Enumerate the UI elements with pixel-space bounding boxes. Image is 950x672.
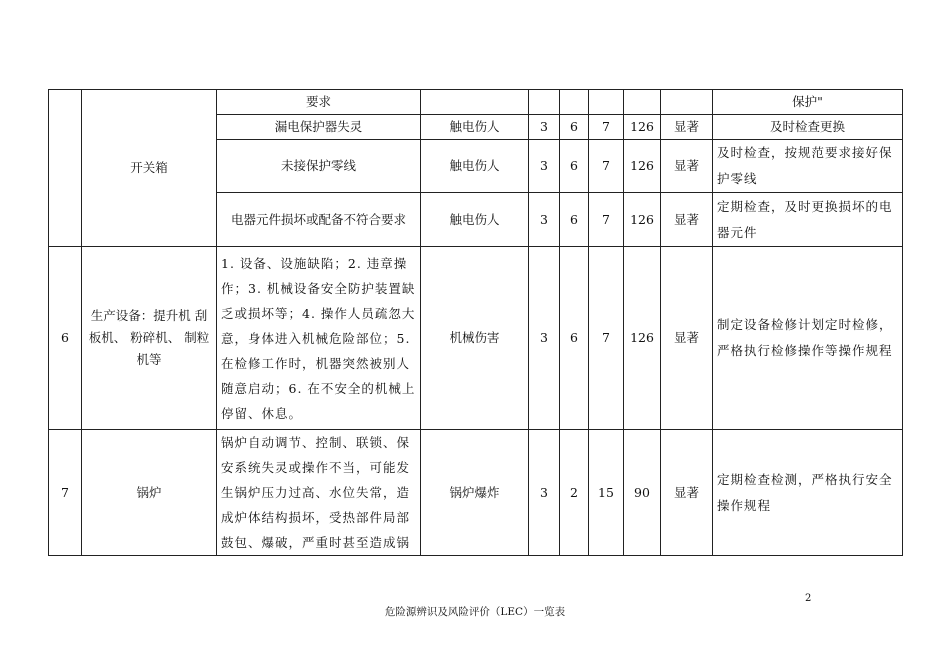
hazard-cell: 未接保护零线 <box>217 140 421 193</box>
measure-cell: 保护" <box>713 90 903 115</box>
table-row <box>49 247 903 430</box>
d-cell: 126 <box>624 115 661 140</box>
d-cell: 126 <box>624 247 661 430</box>
level-cell: 显著 <box>661 140 713 193</box>
level-cell: 显著 <box>661 430 713 556</box>
c-cell: 7 <box>589 193 624 247</box>
area-cell: 开关箱 <box>82 90 217 247</box>
d-cell: 126 <box>624 193 661 247</box>
measure-cell: 及时检查更换 <box>713 115 903 140</box>
level-cell: 显著 <box>661 193 713 247</box>
hazard-cell: 1. 设备、设施缺陷；2. 违章操作；3. 机械设备安全防护装置缺乏或损坏等；4. 操作人员疏忽大意，身体进入机械危险部位；5. 在检修工作时，机器突然被别人随意启动；6. 在不安全的机械上停留、休息。 <box>217 247 421 430</box>
c-cell: 15 <box>589 430 624 556</box>
hazard-cell: 漏电保护器失灵 <box>217 115 421 140</box>
table-row <box>49 430 903 556</box>
l-cell: 3 <box>529 247 560 430</box>
c-cell: 7 <box>589 140 624 193</box>
area-cell: 生产设备：提升机 刮板机、 粉碎机、 制粒机等 <box>82 247 217 430</box>
area-cell: 锅炉 <box>82 430 217 556</box>
e-cell: 6 <box>560 140 589 193</box>
table-row <box>49 90 903 115</box>
d-cell <box>624 90 661 115</box>
consequence-cell: 锅炉爆炸 <box>421 430 529 556</box>
footer-title: 危险源辨识及风险评价（LEC）一览表 <box>384 606 566 618</box>
measure-cell: 定期检查检测，严格执行安全操作规程 <box>713 430 903 556</box>
level-cell: 显著 <box>661 115 713 140</box>
consequence-cell: 触电伤人 <box>421 140 529 193</box>
c-cell <box>589 90 624 115</box>
consequence-cell: 触电伤人 <box>421 193 529 247</box>
measure-cell: 制定设备检修计划定时检修，严格执行检修操作等操作规程 <box>713 247 903 430</box>
level-cell: 显著 <box>661 247 713 430</box>
measure-cell: 定期检查，及时更换损坏的电器元件 <box>713 193 903 247</box>
l-cell: 3 <box>529 140 560 193</box>
l-cell <box>529 90 560 115</box>
page-number: 2 <box>805 593 812 604</box>
d-cell: 126 <box>624 140 661 193</box>
c-cell: 7 <box>589 115 624 140</box>
lec-risk-table <box>48 89 903 556</box>
l-cell: 3 <box>529 193 560 247</box>
no-cell: 7 <box>49 430 82 556</box>
consequence-cell: 触电伤人 <box>421 115 529 140</box>
measure-cell: 及时检查，按规范要求接好保护零线 <box>713 140 903 193</box>
no-cell: 6 <box>49 247 82 430</box>
e-cell: 2 <box>560 430 589 556</box>
consequence-cell: 机械伤害 <box>421 247 529 430</box>
e-cell: 6 <box>560 115 589 140</box>
hazard-cell: 要求 <box>217 90 421 115</box>
hazard-cell: 电器元件损坏或配备不符合要求 <box>217 193 421 247</box>
c-cell: 7 <box>589 247 624 430</box>
e-cell <box>560 90 589 115</box>
e-cell: 6 <box>560 193 589 247</box>
hazard-cell: 锅炉自动调节、控制、联锁、保安系统失灵或操作不当，可能发生锅炉压力过高、水位失常，造成炉体结构损坏，受热部件局部鼓包、爆破，严重时甚至造成锅 <box>217 430 421 556</box>
e-cell: 6 <box>560 247 589 430</box>
level-cell <box>661 90 713 115</box>
d-cell: 90 <box>624 430 661 556</box>
no-cell <box>49 90 82 247</box>
l-cell: 3 <box>529 430 560 556</box>
consequence-cell <box>421 90 529 115</box>
l-cell: 3 <box>529 115 560 140</box>
